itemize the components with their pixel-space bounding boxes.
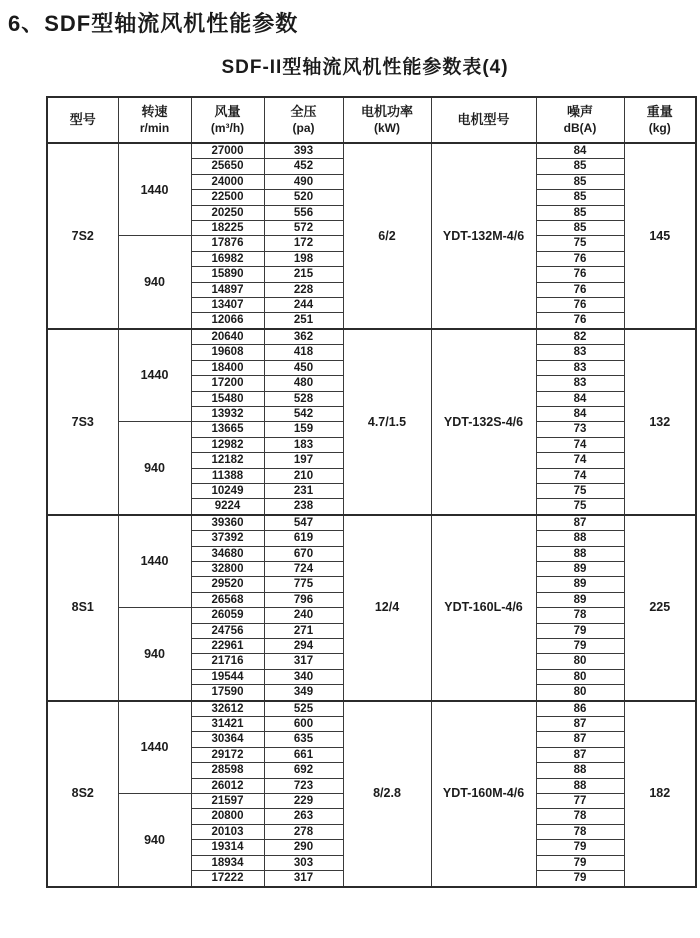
cell-pressure: 303 xyxy=(264,855,343,870)
cell-airflow: 29520 xyxy=(191,577,264,592)
cell-noise: 88 xyxy=(536,546,624,561)
cell-airflow: 20103 xyxy=(191,824,264,839)
cell-airflow: 30364 xyxy=(191,732,264,747)
header-line1: 全压 xyxy=(290,104,317,120)
cell-airflow: 22500 xyxy=(191,190,264,205)
table-row xyxy=(47,515,696,531)
header-line1: 电机功率 xyxy=(360,104,413,120)
cell-noise: 85 xyxy=(536,205,624,220)
cell-noise: 83 xyxy=(536,360,624,375)
cell-airflow: 26568 xyxy=(191,592,264,607)
cell-airflow: 21716 xyxy=(191,654,264,669)
cell-noise: 88 xyxy=(536,763,624,778)
cell-noise: 88 xyxy=(536,778,624,793)
cell-airflow: 16982 xyxy=(191,251,264,266)
cell-noise: 82 xyxy=(536,329,624,345)
cell-noise: 86 xyxy=(536,701,624,717)
header-line2: (kW) xyxy=(374,120,400,135)
cell-pressure: 723 xyxy=(264,778,343,793)
cell-airflow: 21597 xyxy=(191,794,264,809)
cell-pressure: 340 xyxy=(264,669,343,684)
header-line1: 噪声 xyxy=(566,104,593,120)
column-header-motor xyxy=(431,97,536,143)
cell-noise: 80 xyxy=(536,654,624,669)
cell-noise: 75 xyxy=(536,483,624,498)
cell-noise: 75 xyxy=(536,499,624,515)
column-header-flow xyxy=(191,97,264,143)
cell-pressure: 251 xyxy=(264,313,343,329)
header-row xyxy=(47,97,696,143)
cell-pressure: 796 xyxy=(264,592,343,607)
cell-airflow: 12982 xyxy=(191,437,264,452)
cell-airflow: 29172 xyxy=(191,747,264,762)
cell-noise: 87 xyxy=(536,515,624,531)
cell-noise: 79 xyxy=(536,871,624,887)
cell-pressure: 525 xyxy=(264,701,343,717)
header-line1: 转速 xyxy=(141,104,168,120)
cell-airflow: 13932 xyxy=(191,406,264,421)
cell-rpm: 940 xyxy=(118,236,191,329)
cell-airflow: 15480 xyxy=(191,391,264,406)
cell-pressure: 317 xyxy=(264,871,343,887)
cell-pressure: 271 xyxy=(264,623,343,638)
cell-pressure: 183 xyxy=(264,437,343,452)
header-line1: 型号 xyxy=(69,111,96,127)
cell-noise: 85 xyxy=(536,174,624,189)
cell-pressure: 317 xyxy=(264,654,343,669)
cell-noise: 77 xyxy=(536,794,624,809)
cell-airflow: 9224 xyxy=(191,499,264,515)
header-line2: (pa) xyxy=(292,120,315,135)
cell-rpm: 1440 xyxy=(118,515,191,608)
cell-pressure: 210 xyxy=(264,468,343,483)
cell-noise: 76 xyxy=(536,313,624,329)
cell-noise: 85 xyxy=(536,221,624,236)
cell-rpm: 1440 xyxy=(118,701,191,794)
cell-airflow: 25650 xyxy=(191,159,264,174)
cell-airflow: 39360 xyxy=(191,515,264,531)
cell-pressure: 198 xyxy=(264,251,343,266)
cell-pressure: 238 xyxy=(264,499,343,515)
cell-rpm: 940 xyxy=(118,794,191,887)
cell-noise: 76 xyxy=(536,267,624,282)
cell-noise: 89 xyxy=(536,592,624,607)
cell-pressure: 362 xyxy=(264,329,343,345)
cell-model: 7S2 xyxy=(47,143,118,329)
cell-airflow: 26012 xyxy=(191,778,264,793)
cell-airflow: 26059 xyxy=(191,608,264,623)
cell-pressure: 452 xyxy=(264,159,343,174)
cell-pressure: 349 xyxy=(264,685,343,701)
cell-noise: 83 xyxy=(536,345,624,360)
cell-noise: 76 xyxy=(536,282,624,297)
cell-pressure: 775 xyxy=(264,577,343,592)
cell-noise: 85 xyxy=(536,159,624,174)
page-title: 6、SDF型轴流风机性能参数 xyxy=(8,11,299,36)
cell-airflow: 20800 xyxy=(191,809,264,824)
cell-pressure: 547 xyxy=(264,515,343,531)
cell-noise: 74 xyxy=(536,453,624,468)
cell-pressure: 572 xyxy=(264,221,343,236)
table-row xyxy=(47,143,696,159)
table-body xyxy=(47,143,696,887)
cell-pressure: 228 xyxy=(264,282,343,297)
column-header-pressure xyxy=(264,97,343,143)
cell-pressure: 263 xyxy=(264,809,343,824)
cell-weight: 182 xyxy=(624,701,696,887)
cell-airflow: 13407 xyxy=(191,298,264,313)
cell-pressure: 480 xyxy=(264,376,343,391)
cell-pressure: 393 xyxy=(264,143,343,159)
table-head xyxy=(47,97,696,143)
cell-airflow: 12182 xyxy=(191,453,264,468)
column-header-rpm xyxy=(118,97,191,143)
cell-noise: 85 xyxy=(536,190,624,205)
cell-pressure: 556 xyxy=(264,205,343,220)
cell-model: 8S2 xyxy=(47,701,118,887)
cell-noise: 74 xyxy=(536,437,624,452)
cell-pressure: 231 xyxy=(264,483,343,498)
cell-pressure: 450 xyxy=(264,360,343,375)
cell-noise: 84 xyxy=(536,143,624,159)
table-title: SDF-II型轴流风机性能参数表(4) xyxy=(221,57,509,78)
header-line1: 重量 xyxy=(646,104,673,120)
cell-noise: 74 xyxy=(536,468,624,483)
cell-weight: 132 xyxy=(624,329,696,515)
cell-pressure: 418 xyxy=(264,345,343,360)
cell-airflow: 37392 xyxy=(191,531,264,546)
cell-airflow: 32800 xyxy=(191,561,264,576)
cell-airflow: 14897 xyxy=(191,282,264,297)
cell-model: 7S3 xyxy=(47,329,118,515)
cell-motor-power: 12/4 xyxy=(343,515,431,701)
column-header-noise xyxy=(536,97,624,143)
cell-airflow: 32612 xyxy=(191,701,264,717)
cell-weight: 225 xyxy=(624,515,696,701)
cell-noise: 84 xyxy=(536,391,624,406)
cell-airflow: 22961 xyxy=(191,639,264,654)
cell-noise: 79 xyxy=(536,855,624,870)
cell-pressure: 278 xyxy=(264,824,343,839)
cell-pressure: 528 xyxy=(264,391,343,406)
cell-airflow: 10249 xyxy=(191,483,264,498)
cell-pressure: 542 xyxy=(264,406,343,421)
cell-pressure: 244 xyxy=(264,298,343,313)
cell-noise: 78 xyxy=(536,824,624,839)
cell-motor-power: 8/2.8 xyxy=(343,701,431,887)
cell-motor-model: YDT-160M-4/6 xyxy=(431,701,536,887)
cell-airflow: 27000 xyxy=(191,143,264,159)
cell-noise: 83 xyxy=(536,376,624,391)
cell-airflow: 11388 xyxy=(191,468,264,483)
cell-noise: 89 xyxy=(536,577,624,592)
cell-airflow: 18934 xyxy=(191,855,264,870)
cell-noise: 87 xyxy=(536,717,624,732)
cell-pressure: 692 xyxy=(264,763,343,778)
cell-motor-power: 6/2 xyxy=(343,143,431,329)
cell-airflow: 20250 xyxy=(191,205,264,220)
cell-pressure: 229 xyxy=(264,794,343,809)
cell-noise: 79 xyxy=(536,623,624,638)
cell-airflow: 28598 xyxy=(191,763,264,778)
cell-weight: 145 xyxy=(624,143,696,329)
cell-noise: 87 xyxy=(536,747,624,762)
fan-performance-table xyxy=(46,96,697,888)
table-row xyxy=(47,329,696,345)
cell-noise: 73 xyxy=(536,422,624,437)
cell-airflow: 19608 xyxy=(191,345,264,360)
cell-pressure: 600 xyxy=(264,717,343,732)
cell-airflow: 31421 xyxy=(191,717,264,732)
cell-airflow: 18400 xyxy=(191,360,264,375)
cell-pressure: 635 xyxy=(264,732,343,747)
cell-motor-power: 4.7/1.5 xyxy=(343,329,431,515)
cell-noise: 76 xyxy=(536,251,624,266)
header-line2: r/min xyxy=(139,120,170,135)
cell-airflow: 20640 xyxy=(191,329,264,345)
cell-pressure: 197 xyxy=(264,453,343,468)
header-line1: 风量 xyxy=(214,104,241,120)
cell-pressure: 619 xyxy=(264,531,343,546)
cell-pressure: 294 xyxy=(264,639,343,654)
cell-pressure: 172 xyxy=(264,236,343,251)
header-line2: (kg) xyxy=(648,120,671,135)
cell-rpm: 940 xyxy=(118,608,191,701)
cell-motor-model: YDT-132M-4/6 xyxy=(431,143,536,329)
cell-airflow: 17590 xyxy=(191,685,264,701)
header-line1: 电机型号 xyxy=(457,111,510,127)
cell-noise: 76 xyxy=(536,298,624,313)
cell-pressure: 215 xyxy=(264,267,343,282)
cell-noise: 79 xyxy=(536,639,624,654)
cell-noise: 88 xyxy=(536,531,624,546)
cell-rpm: 1440 xyxy=(118,329,191,422)
cell-noise: 80 xyxy=(536,685,624,701)
cell-noise: 78 xyxy=(536,809,624,824)
cell-noise: 87 xyxy=(536,732,624,747)
cell-pressure: 670 xyxy=(264,546,343,561)
table-row xyxy=(47,701,696,717)
cell-airflow: 34680 xyxy=(191,546,264,561)
cell-rpm: 1440 xyxy=(118,143,191,236)
cell-airflow: 17222 xyxy=(191,871,264,887)
cell-pressure: 724 xyxy=(264,561,343,576)
cell-airflow: 18225 xyxy=(191,221,264,236)
column-header-weight xyxy=(624,97,696,143)
cell-noise: 75 xyxy=(536,236,624,251)
cell-noise: 80 xyxy=(536,669,624,684)
cell-pressure: 661 xyxy=(264,747,343,762)
header-line2: (m³/h) xyxy=(210,120,245,135)
cell-rpm: 940 xyxy=(118,422,191,515)
cell-pressure: 159 xyxy=(264,422,343,437)
cell-airflow: 12066 xyxy=(191,313,264,329)
cell-airflow: 19314 xyxy=(191,840,264,855)
cell-pressure: 290 xyxy=(264,840,343,855)
cell-airflow: 24000 xyxy=(191,174,264,189)
cell-motor-model: YDT-160L-4/6 xyxy=(431,515,536,701)
cell-model: 8S1 xyxy=(47,515,118,701)
cell-noise: 79 xyxy=(536,840,624,855)
cell-noise: 78 xyxy=(536,608,624,623)
cell-pressure: 520 xyxy=(264,190,343,205)
column-header-power xyxy=(343,97,431,143)
cell-airflow: 24756 xyxy=(191,623,264,638)
cell-airflow: 17200 xyxy=(191,376,264,391)
cell-airflow: 15890 xyxy=(191,267,264,282)
cell-airflow: 17876 xyxy=(191,236,264,251)
cell-motor-model: YDT-132S-4/6 xyxy=(431,329,536,515)
cell-noise: 89 xyxy=(536,561,624,576)
cell-pressure: 490 xyxy=(264,174,343,189)
column-header-model xyxy=(47,97,118,143)
header-line2: dB(A) xyxy=(563,120,597,135)
cell-airflow: 13665 xyxy=(191,422,264,437)
cell-pressure: 240 xyxy=(264,608,343,623)
cell-airflow: 19544 xyxy=(191,669,264,684)
cell-noise: 84 xyxy=(536,406,624,421)
